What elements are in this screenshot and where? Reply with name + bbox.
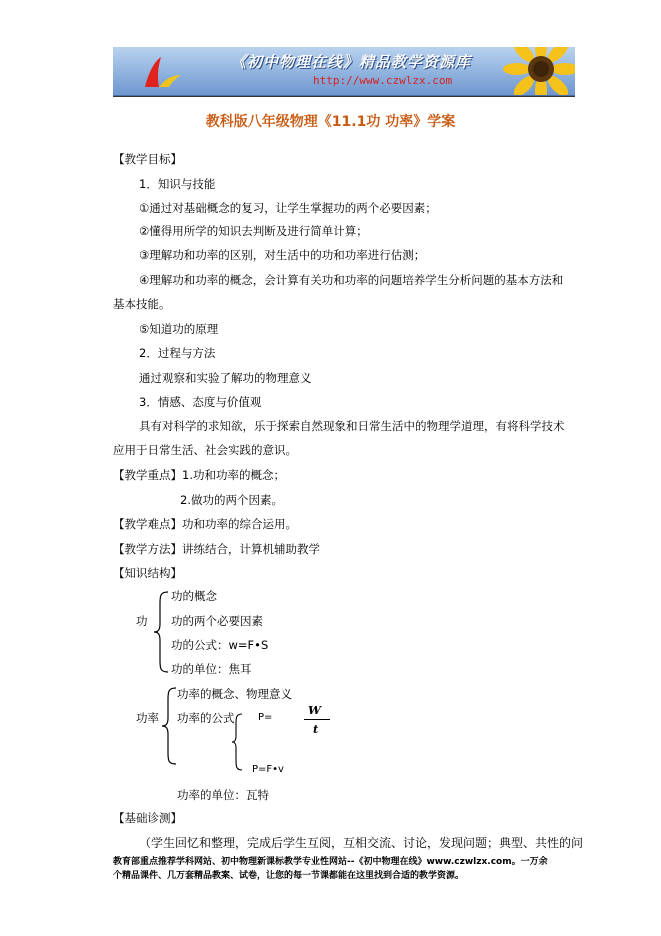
difficulty-line xyxy=(113,517,297,531)
power-concept: 功率的概念、物理意义 xyxy=(177,687,292,701)
key-points-heading: 【教学重点】 xyxy=(113,468,182,482)
footer-line-1: 教育部重点推荐学科网站、初中物理新课标教学专业性网站--《初中物理在线》www.czwlzx.com。一万余 xyxy=(113,857,548,867)
power-formula-label: 功率的公式 xyxy=(177,711,235,725)
banner-divider xyxy=(113,96,575,97)
objectives-heading: 【教学目标】 xyxy=(113,152,182,166)
emotion-point-b: 应用于日常生活、社会实践的意识。 xyxy=(113,443,297,457)
method-heading: 【教学方法】 xyxy=(113,542,182,556)
formula-denominator: t xyxy=(313,722,319,736)
structure-heading: 【知识结构】 xyxy=(113,566,182,580)
review-text: （学生回忆和整理，完成后学生互阅，互相交流、讨论，发现问题；典型、共性的问 xyxy=(139,836,584,850)
objective-item-2: 2．过程与方法 xyxy=(139,346,216,360)
banner-url[interactable]: http://www.czwlzx.com xyxy=(313,74,453,87)
knowledge-point-4b: 基本技能。 xyxy=(113,297,171,311)
sunflower-icon xyxy=(501,47,575,96)
banner-title: 《初中物理在线》精品教学资源库 xyxy=(231,53,472,71)
work-brace xyxy=(152,590,170,674)
power-label: 功率 xyxy=(136,711,159,725)
site-logo-icon xyxy=(141,53,183,91)
formula-p: P= xyxy=(258,712,273,723)
power-brace xyxy=(160,686,178,766)
work-label: 功 xyxy=(136,614,148,628)
work-item-2: 功的两个必要因素 xyxy=(171,614,263,628)
review-heading: 【基础诊测】 xyxy=(113,811,182,825)
method-line xyxy=(113,542,320,556)
footer-line-2: 个精品课件、几万套精品教案、试卷，让您的每一节课都能在这里找到合适的教学资源。 xyxy=(113,871,465,881)
knowledge-point-3: ③理解功和功率的区别，对生活中的功和功率进行估测； xyxy=(139,248,426,262)
objective-item-3: 3．情感、态度与价值观 xyxy=(139,395,262,409)
work-item-3: 功的公式：w=F•S xyxy=(171,638,269,652)
site-banner xyxy=(113,47,575,96)
method-text: 讲练结合，计算机辅助教学 xyxy=(182,542,320,556)
formula-2: P=F•v xyxy=(252,764,284,775)
difficulty-heading: 【教学难点】 xyxy=(113,517,182,531)
key-point-2: 2.做功的两个因素。 xyxy=(180,493,283,507)
emotion-point-a: 具有对科学的求知欲，乐于探索自然现象和日常生活中的物理学道理，有将科学技术 xyxy=(139,419,565,433)
formula-brace xyxy=(230,712,244,772)
work-item-1: 功的概念 xyxy=(171,589,217,603)
knowledge-point-4a: ④理解功和功率的概念，会计算有关功和功率的问题培养学生分析问题的基本方法和 xyxy=(139,273,564,287)
key-point-1: 1.功和功率的概念； xyxy=(182,468,285,482)
page-footer xyxy=(113,855,583,883)
knowledge-point-1: ①通过对基础概念的复习，让学生掌握功的两个必要因素； xyxy=(139,201,437,215)
key-points-line xyxy=(113,468,285,482)
formula-numerator: W xyxy=(308,703,321,717)
knowledge-point-2: ②懂得用所学的知识去判断及进行简单计算； xyxy=(139,224,368,238)
fraction-bar xyxy=(304,719,330,720)
power-unit: 功率的单位：瓦特 xyxy=(177,788,269,802)
document-title: 教科版八年级物理《11.1功 功率》学案 xyxy=(205,114,456,130)
objective-item-1: 1．知识与技能 xyxy=(139,177,216,191)
work-item-4: 功的单位：焦耳 xyxy=(171,662,252,676)
difficulty-text: 功和功率的综合运用。 xyxy=(182,517,297,531)
knowledge-point-5: ⑤知道功的原理 xyxy=(139,322,219,336)
process-point-1: 通过观察和实验了解功的物理意义 xyxy=(139,371,312,385)
